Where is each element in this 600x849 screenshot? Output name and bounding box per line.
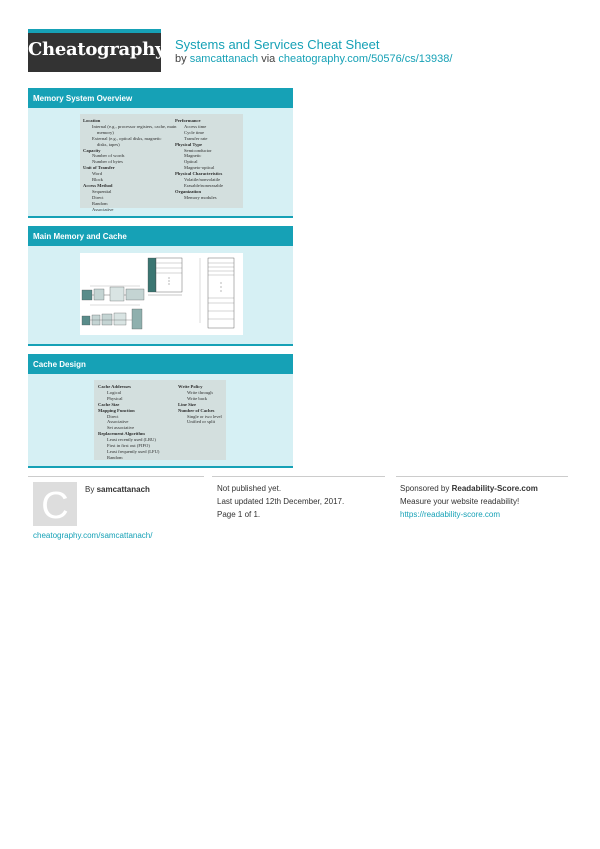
right-column bbox=[175, 118, 223, 201]
page-title: Systems and Services Cheat Sheet bbox=[175, 37, 380, 52]
sponsor-prefix: Sponsored by bbox=[400, 484, 452, 493]
table-item: Block bbox=[92, 177, 103, 183]
memory-overview-table-image bbox=[80, 114, 243, 212]
table-item: Optical bbox=[184, 159, 198, 165]
table-item: Write back bbox=[187, 395, 208, 401]
table-item: First in first out (FIFO) bbox=[107, 443, 150, 449]
publish-status: Not published yet. bbox=[217, 484, 282, 493]
table-item: Associative bbox=[92, 206, 114, 212]
footer-author-name[interactable]: samcattanach bbox=[96, 485, 150, 494]
footer-divider-1 bbox=[28, 476, 204, 477]
table-heading: Number of Caches bbox=[178, 407, 215, 413]
table-heading: Location bbox=[83, 118, 101, 123]
byline-via: via bbox=[258, 53, 279, 65]
table-item: Associative bbox=[107, 419, 129, 425]
byline bbox=[175, 53, 452, 65]
table-item: Least recently used (LRU) bbox=[107, 437, 156, 443]
table-item: Cycle time bbox=[184, 129, 205, 135]
table-heading: Organization bbox=[175, 188, 202, 194]
footer-author bbox=[85, 485, 150, 494]
table-heading: Mapping Function bbox=[98, 407, 135, 413]
table-heading: Write Policy bbox=[178, 384, 203, 389]
table-item: Single or two level bbox=[187, 413, 222, 419]
table-heading: Physical Characteristics bbox=[175, 171, 223, 177]
page-number: Page 1 of 1. bbox=[217, 510, 261, 519]
table-item: Direct bbox=[107, 413, 119, 419]
sheet-url-link[interactable]: cheatography.com/50576/cs/13938/ bbox=[278, 53, 453, 65]
table-item: External (e.g., optical disks, magnetic bbox=[92, 135, 162, 141]
table-item: Logical bbox=[107, 389, 122, 395]
last-updated: Last updated 12th December, 2017. bbox=[217, 497, 345, 506]
byline-prefix: by bbox=[175, 53, 190, 65]
author-link[interactable]: samcattanach bbox=[189, 53, 259, 65]
table-item: Erasable/nonerasable bbox=[184, 182, 224, 188]
cache-memory-diagram bbox=[80, 253, 243, 335]
avatar-letter: C bbox=[41, 485, 69, 527]
left-column bbox=[83, 118, 176, 213]
table-item: Memory modules bbox=[184, 194, 217, 200]
sponsor-line bbox=[400, 484, 538, 493]
footer-divider-2 bbox=[212, 476, 385, 477]
logo-accent-stripe bbox=[28, 29, 161, 33]
table-item: memory) bbox=[97, 129, 114, 135]
sponsor-name[interactable]: Readability-Score.com bbox=[451, 484, 538, 493]
logo-text: Cheatography bbox=[28, 39, 166, 60]
cache-design-section bbox=[28, 354, 293, 468]
table-item: Word bbox=[92, 171, 103, 177]
cheatography-logo[interactable] bbox=[28, 29, 166, 72]
table-item: Access time bbox=[184, 123, 207, 129]
table-heading: Access Method bbox=[83, 182, 113, 188]
table-heading: Unit of Transfer bbox=[83, 165, 115, 171]
table-item: Set associative bbox=[107, 425, 135, 431]
table-item: Transfer rate bbox=[184, 135, 208, 141]
right-column bbox=[178, 384, 222, 425]
author-avatar[interactable] bbox=[33, 482, 77, 526]
table-heading: Physical Type bbox=[175, 141, 203, 147]
table-item: Direct bbox=[92, 194, 104, 200]
table-item: Physical bbox=[107, 395, 123, 401]
sponsor-link[interactable]: https://readability-score.com bbox=[400, 510, 501, 519]
table-item: Write through bbox=[187, 389, 213, 395]
table-item: Unified or split bbox=[187, 419, 216, 425]
table-item: Internal (e.g., processor registers, cache, main bbox=[92, 123, 177, 129]
table-heading: Capacity bbox=[83, 147, 101, 153]
table-item: Magneto-optical bbox=[184, 165, 215, 171]
section-title: Cache Design bbox=[28, 354, 293, 374]
table-item: disks, tapes) bbox=[97, 141, 120, 147]
table-item: Volatile/nonvolatile bbox=[184, 177, 221, 183]
section-title: Main Memory and Cache bbox=[28, 226, 293, 246]
footer-by-label: By bbox=[85, 485, 97, 494]
cache-diagram-svg bbox=[80, 253, 243, 335]
table-item: Random bbox=[107, 454, 123, 460]
left-column bbox=[98, 384, 159, 461]
author-profile-link[interactable]: cheatography.com/samcattanach/ bbox=[33, 531, 153, 540]
table-item: Semiconductor bbox=[184, 147, 212, 153]
memory-overview-section bbox=[28, 88, 293, 218]
sponsor-tagline: Measure your website readability! bbox=[400, 497, 520, 506]
table-heading: Performance bbox=[175, 118, 201, 123]
table-heading: Line Size bbox=[178, 401, 196, 407]
table-item: Sequential bbox=[92, 188, 112, 194]
table-item: Number of bytes bbox=[92, 159, 123, 165]
table-item: Number of words bbox=[92, 153, 125, 159]
table-heading: Cache Addresses bbox=[98, 384, 131, 389]
section-title: Memory System Overview bbox=[28, 88, 293, 108]
table-heading: Cache Size bbox=[98, 401, 120, 407]
main-memory-section bbox=[28, 226, 293, 346]
table-item: Magnetic bbox=[184, 153, 202, 159]
table-item: Least frequently used (LFU) bbox=[107, 448, 160, 454]
table-heading: Replacement Algorithm bbox=[98, 431, 145, 437]
footer-divider-3 bbox=[396, 476, 568, 477]
table-item: Random bbox=[92, 200, 108, 206]
cache-design-table-image bbox=[94, 380, 226, 460]
